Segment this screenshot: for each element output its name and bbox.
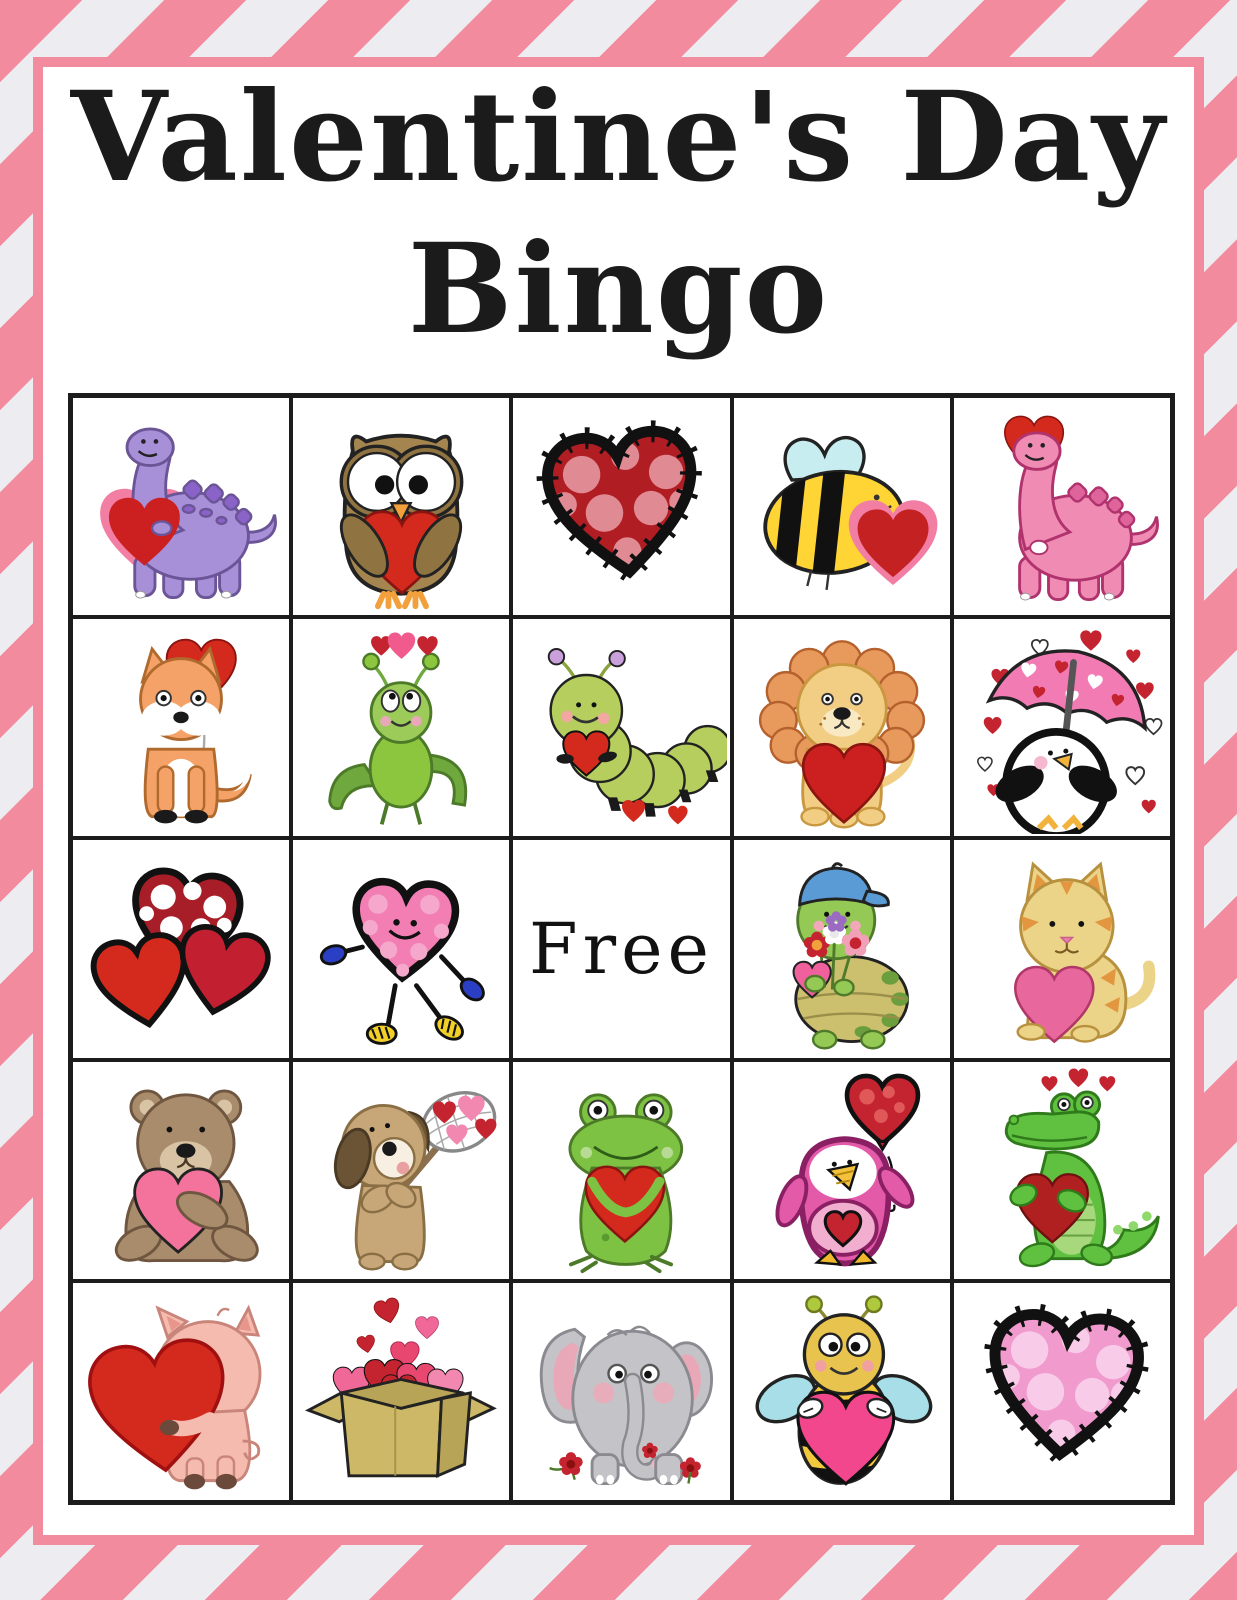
bingo-cell-alligator [954,1062,1170,1279]
lion-with-heart-icon [736,622,948,834]
bingo-cell-red-stitched-heart [513,398,729,615]
pig-with-big-heart-icon [75,1285,287,1497]
pink-heart-character-icon [295,843,507,1055]
pink-polka-dot-stitched-heart-icon [956,1285,1168,1497]
box-of-hearts-icon [295,1285,507,1497]
purple-dinosaur-with-heart-icon [75,401,287,613]
pink-penguin-with-heart-balloon-icon [736,1064,948,1276]
bingo-cell-pink-dinosaur [954,398,1170,615]
bingo-cell-dog-net [293,1062,509,1279]
bingo-cell-pig [73,1283,289,1500]
bingo-cell-fox [73,619,289,836]
bingo-cell-purple-dinosaur [73,398,289,615]
penguin-with-heart-umbrella-icon [956,622,1168,834]
free-label: Free [529,907,714,990]
owl-with-heart-icon [295,401,507,613]
grasshopper-with-hearts-icon [295,622,507,834]
title-line-2: Bingo [407,217,830,362]
bingo-cell-elephant [513,1283,729,1500]
cat-with-heart-icon [956,843,1168,1055]
bingo-cell-lion [734,619,950,836]
bee-holding-pink-heart-icon [736,1285,948,1497]
bingo-cell-hearts-trio [73,840,289,1057]
bingo-cell-box-of-hearts [293,1283,509,1500]
page-title [0,62,1237,366]
bingo-cell-heart-character [293,840,509,1057]
frog-with-heart-icon [515,1064,727,1276]
fox-with-heart-balloon-icon [75,622,287,834]
alligator-with-heart-icon [956,1064,1168,1276]
bee-with-scalloped-heart-icon [736,401,948,613]
pink-dinosaur-with-heart-balloon-icon [956,401,1168,613]
bingo-cell-bee-heart [734,398,950,615]
teddy-bear-with-heart-icon [75,1064,287,1276]
bingo-cell-cat [954,840,1170,1057]
bingo-grid [68,393,1175,1505]
three-valentine-hearts-icon [75,843,287,1055]
bingo-cell-penguin-umbrella [954,619,1170,836]
bingo-cell-teddy-bear [73,1062,289,1279]
bingo-cell-pink-stitched-heart [954,1283,1170,1500]
bingo-cell-turtle [734,840,950,1057]
bingo-cell-free [513,840,729,1057]
title-line-1: Valentine's Day [70,65,1167,210]
dog-with-net-of-hearts-icon [295,1064,507,1276]
turtle-with-flower-bouquet-icon [736,843,948,1055]
red-polka-dot-stitched-heart-icon [515,401,727,613]
bingo-cell-pink-penguin [734,1062,950,1279]
bingo-cell-bee-pink-heart [734,1283,950,1500]
caterpillar-with-heart-icon [515,622,727,834]
bingo-cell-frog [513,1062,729,1279]
elephant-with-flowers-icon [515,1285,727,1497]
bingo-cell-grasshopper [293,619,509,836]
bingo-cell-caterpillar [513,619,729,836]
bingo-cell-owl [293,398,509,615]
